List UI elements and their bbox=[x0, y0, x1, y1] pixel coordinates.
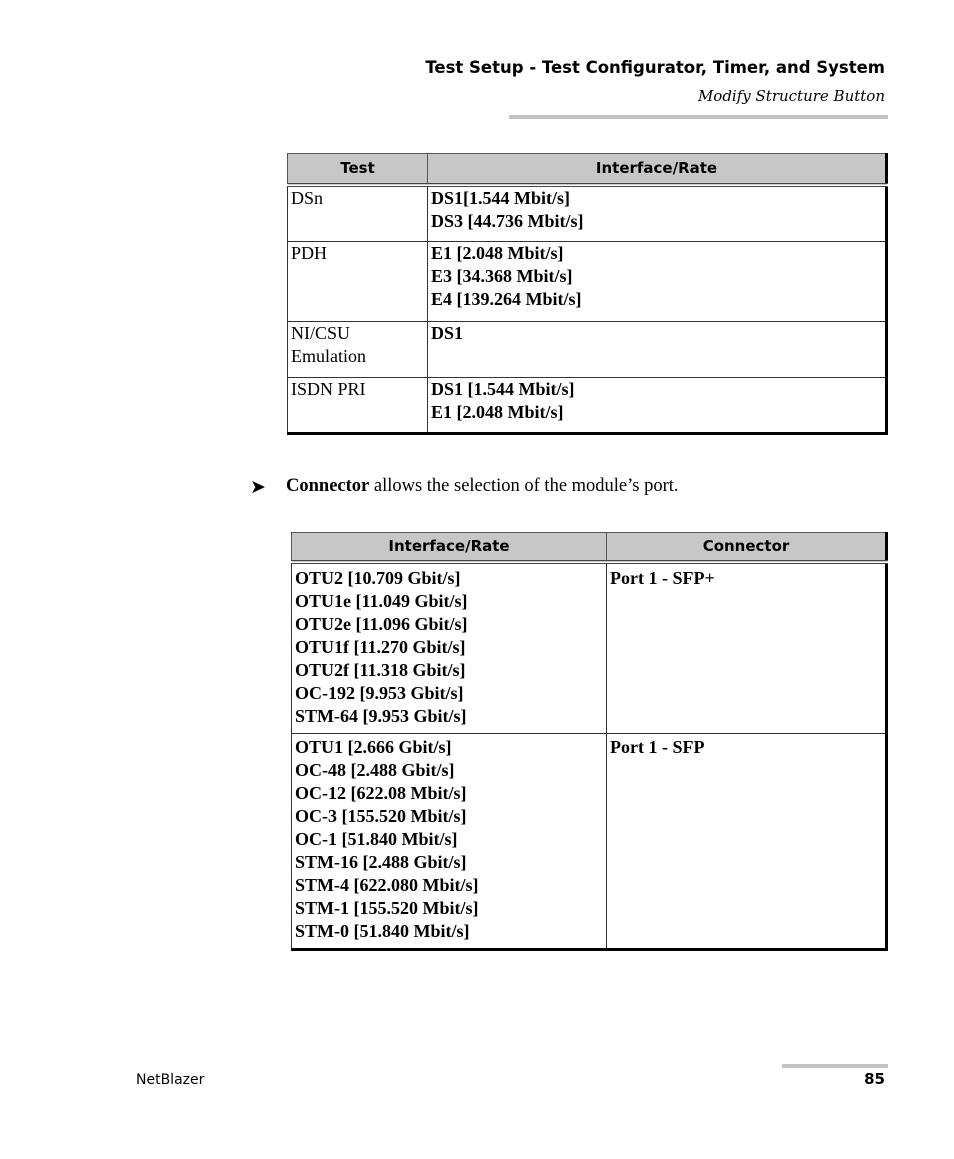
test-name: DSn bbox=[291, 188, 324, 208]
test-cell bbox=[288, 377, 428, 433]
table-row bbox=[288, 185, 887, 241]
rate-line: OTU2e [11.096 Gbit/s] bbox=[295, 614, 468, 634]
test-name: Emulation bbox=[291, 345, 366, 366]
page-header-subtitle: Modify Structure Button bbox=[697, 87, 885, 105]
rates-cell bbox=[428, 185, 887, 241]
footer-product-name: NetBlazer bbox=[136, 1072, 205, 1088]
rates-cell bbox=[292, 562, 607, 733]
table-header-row bbox=[288, 154, 887, 186]
rate-line: E1 [2.048 Mbit/s] bbox=[431, 401, 564, 422]
rate-line: E4 [139.264 Mbit/s] bbox=[431, 288, 582, 309]
connector-cell bbox=[607, 733, 887, 949]
table-header-row bbox=[292, 533, 887, 563]
rate-line: E1 [2.048 Mbit/s] bbox=[431, 242, 564, 263]
rate-line: STM-0 [51.840 Mbit/s] bbox=[295, 920, 470, 941]
bullet-term: Connector bbox=[286, 476, 370, 496]
column-header-connector: Connector bbox=[607, 533, 887, 563]
column-header-interface-rate: Interface/Rate bbox=[292, 533, 607, 563]
rate-line: E3 [34.368 Mbit/s] bbox=[431, 265, 573, 286]
table-row bbox=[292, 562, 887, 733]
column-header-test: Test bbox=[288, 154, 428, 186]
rate-line: STM-4 [622.080 Mbit/s] bbox=[295, 874, 479, 895]
rate-line: OTU1f [11.270 Gbit/s] bbox=[295, 637, 466, 657]
rates-cell bbox=[428, 241, 887, 321]
rate-line: OTU2f [11.318 Gbit/s] bbox=[295, 660, 466, 680]
rate-line: DS1 [1.544 Mbit/s] bbox=[431, 378, 575, 399]
connector-value: Port 1 - SFP+ bbox=[610, 568, 715, 588]
rate-line: OC-1 [51.840 Mbit/s] bbox=[295, 828, 458, 849]
test-name: ISDN PRI bbox=[291, 378, 366, 399]
interface-connector-table bbox=[291, 532, 888, 951]
rate-line: DS1[1.544 Mbit/s] bbox=[431, 188, 570, 208]
rate-line: OTU1e [11.049 Gbit/s] bbox=[295, 591, 468, 611]
page-header-title: Test Setup - Test Configurator, Timer, and System bbox=[425, 58, 885, 77]
rate-line: DS1 bbox=[431, 322, 464, 343]
table-row bbox=[288, 377, 887, 433]
test-interface-table bbox=[287, 153, 888, 435]
bullet-description: allows the selection of the module’s port. bbox=[369, 476, 679, 496]
header-rule bbox=[509, 115, 888, 119]
rate-line: OTU1 [2.666 Gbit/s] bbox=[295, 736, 452, 757]
page-number: 85 bbox=[864, 1070, 885, 1088]
footer-rule bbox=[782, 1064, 888, 1068]
table-row bbox=[292, 733, 887, 949]
rate-line: OC-192 [9.953 Gbit/s] bbox=[295, 683, 464, 703]
test-cell bbox=[288, 241, 428, 321]
rate-line: OC-48 [2.488 Gbit/s] bbox=[295, 759, 455, 780]
connector-value: Port 1 - SFP bbox=[610, 736, 705, 757]
connector-cell bbox=[607, 562, 887, 733]
rate-line: STM-1 [155.520 Mbit/s] bbox=[295, 897, 479, 918]
table-row bbox=[288, 241, 887, 321]
rate-line: OC-12 [622.08 Mbit/s] bbox=[295, 782, 467, 803]
rate-line: OTU2 [10.709 Gbit/s] bbox=[295, 568, 461, 588]
bullet-item bbox=[286, 476, 679, 497]
rate-line: STM-64 [9.953 Gbit/s] bbox=[295, 706, 467, 726]
column-header-interface-rate: Interface/Rate bbox=[428, 154, 887, 186]
rate-line: DS3 [44.736 Mbit/s] bbox=[431, 211, 584, 231]
bullet-arrow-icon: ➤ bbox=[250, 476, 266, 498]
rate-line: STM-16 [2.488 Gbit/s] bbox=[295, 851, 467, 872]
test-cell bbox=[288, 185, 428, 241]
test-name: PDH bbox=[291, 242, 328, 263]
rates-cell bbox=[428, 321, 887, 377]
test-cell bbox=[288, 321, 428, 377]
table-row bbox=[288, 321, 887, 377]
rates-cell bbox=[292, 733, 607, 949]
rates-cell bbox=[428, 377, 887, 433]
test-name: NI/CSU bbox=[291, 322, 351, 343]
rate-line: OC-3 [155.520 Mbit/s] bbox=[295, 805, 467, 826]
